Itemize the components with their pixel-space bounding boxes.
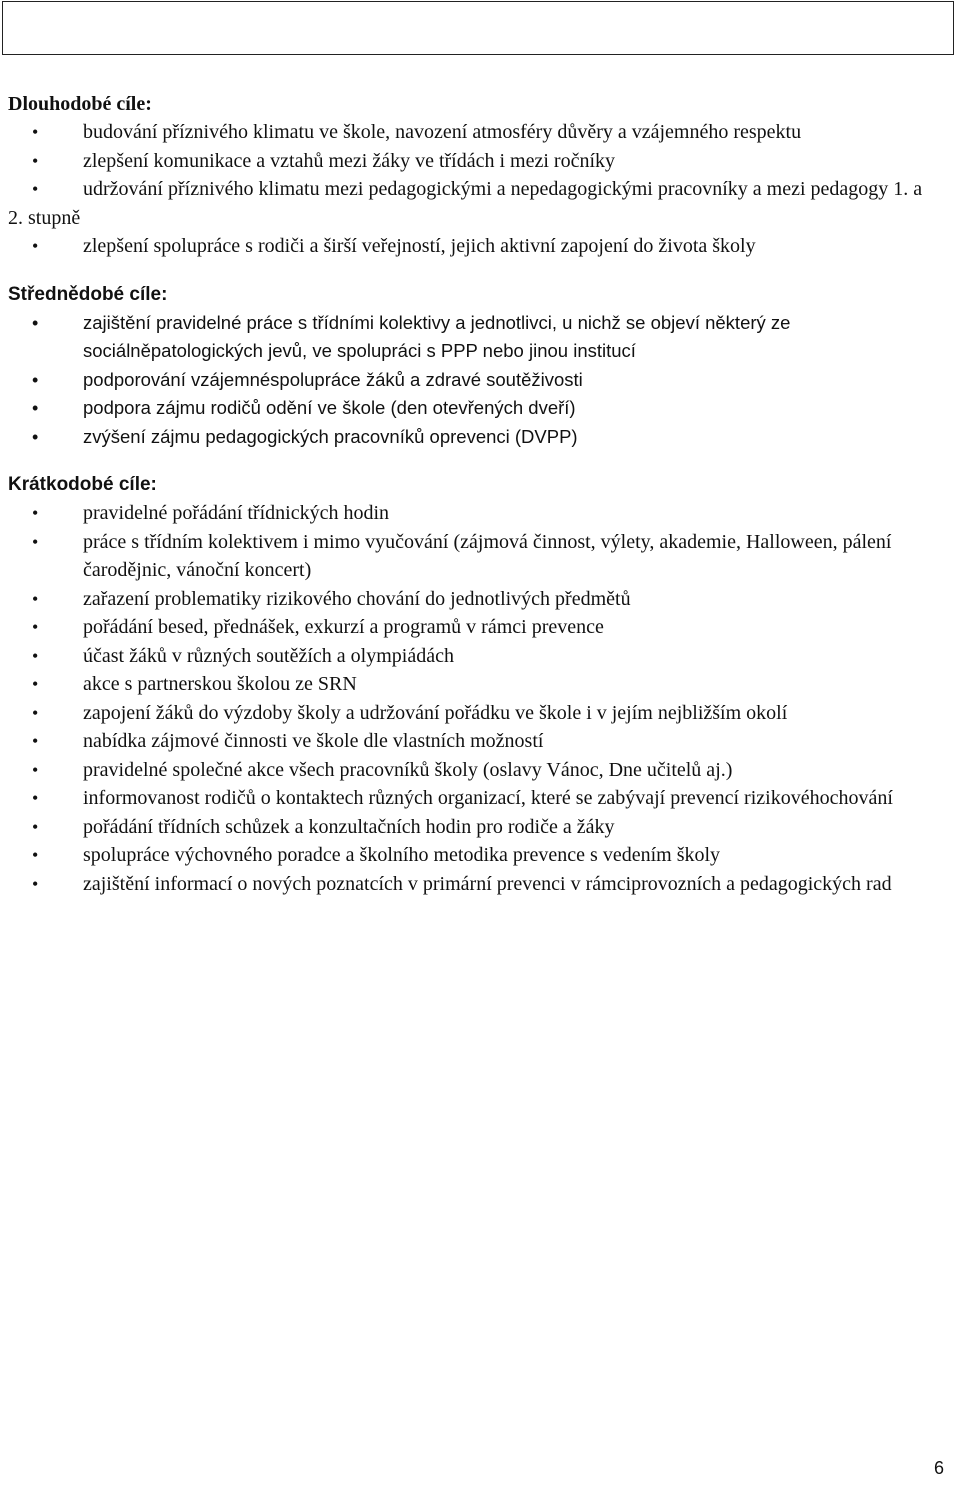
heading-mid-term: Střednědobé cíle: <box>8 283 168 305</box>
list-item: • zajištění informací o nových poznatcích v primární prevenci v rámciprovozních a pedagogických rad <box>8 870 938 899</box>
list-item: • pravidelné společné akce všech pracovníků školy (oslavy Vánoc, Dne učitelů aj.) <box>8 756 938 785</box>
bullet-icon: • <box>32 645 39 666</box>
bullet-icon: • <box>32 588 39 609</box>
list-item: • zlepšení komunikace a vztahů mezi žáky ve třídách i mezi ročníky <box>8 147 938 176</box>
list-mid-term <box>8 309 938 452</box>
list-item: • budování příznivého klimatu ve škole, navození atmosféry důvěry a vzájemného respektu <box>8 118 938 147</box>
bullet-icon: • <box>32 759 39 780</box>
list-long-term <box>8 118 938 261</box>
list-item: • informovanost rodičů o kontaktech různých organizací, které se zabývají prevencí rizikovéhochování <box>8 784 938 813</box>
heading-long-term: Dlouhodobé cíle: <box>8 93 152 115</box>
list-item: • zajištění pravidelné práce s třídními kolektivy a jednotlivci, u nichž se objeví některý ze sociálněpatologických jevů, ve spolupráci s PPP nebo jinou institucí <box>8 309 938 366</box>
list-item: • pořádání besed, přednášek, exkurzí a programů v rámci prevence <box>8 613 938 642</box>
list-item: • spolupráce výchovného poradce a školního metodika prevence s vedením školy <box>8 841 938 870</box>
bullet-icon: • <box>32 731 39 751</box>
bullet-icon: • <box>32 122 39 142</box>
list-item: • účast žáků v různých soutěžích a olympiádách <box>8 642 938 671</box>
bullet-icon: • <box>32 816 39 837</box>
list-item: • podporování vzájemnéspolupráce žáků a zdravé soutěživosti <box>8 366 938 395</box>
list-item: • zvýšení zájmu pedagogických pracovníků oprevenci (DVPP) <box>8 423 938 452</box>
list-item: • pořádání třídních schůzek a konzultačních hodin pro rodiče a žáky <box>8 813 938 842</box>
list-item: • zlepšení spolupráce s rodiči a širší veřejností, jejich aktivní zapojení do života školy <box>8 232 938 261</box>
bullet-icon: • <box>32 702 39 723</box>
list-item: • udržování příznivého klimatu mezi pedagogickými a nepedagogickými pracovníky a mezi pedagogy 1. a 2. stupně <box>8 175 938 232</box>
bullet-icon: • <box>32 150 39 171</box>
bullet-icon: • <box>32 398 39 418</box>
bullet-icon: • <box>32 617 39 637</box>
list-item: • pravidelné pořádání třídnických hodin <box>8 499 938 528</box>
list-item: • zapojení žáků do výzdoby školy a udržování pořádku ve škole i v jejím nejbližším okolí <box>8 699 938 728</box>
bullet-icon: • <box>32 674 39 694</box>
page-number: 6 <box>933 1458 944 1478</box>
bullet-icon: • <box>32 236 39 256</box>
list-item: • zařazení problematiky rizikového chování do jednotlivých předmětů <box>8 585 938 614</box>
bullet-icon: • <box>32 312 39 333</box>
list-item: • práce s třídním kolektivem i mimo vyučování (zájmová činnost, výlety, akademie, Halloween, pálení čarodějnic, vánoční koncert) <box>8 528 938 585</box>
header-box <box>2 1 954 55</box>
bullet-icon: • <box>32 426 39 447</box>
heading-short-term: Krátkodobé cíle: <box>8 474 157 495</box>
bullet-icon: • <box>32 531 39 552</box>
list-short-term <box>8 499 938 898</box>
list-item: • akce s partnerskou školou ze SRN <box>8 670 938 699</box>
list-item: • podpora zájmu rodičů odění ve škole (den otevřených dveří) <box>8 394 938 423</box>
bullet-icon: • <box>32 179 39 199</box>
list-item: • nabídka zájmové činnosti ve škole dle vlastních možností <box>8 727 938 756</box>
bullet-icon: • <box>32 369 39 390</box>
document-body <box>8 90 938 898</box>
bullet-icon: • <box>32 873 39 894</box>
bullet-icon: • <box>32 788 39 808</box>
bullet-icon: • <box>32 845 39 865</box>
bullet-icon: • <box>32 503 39 523</box>
